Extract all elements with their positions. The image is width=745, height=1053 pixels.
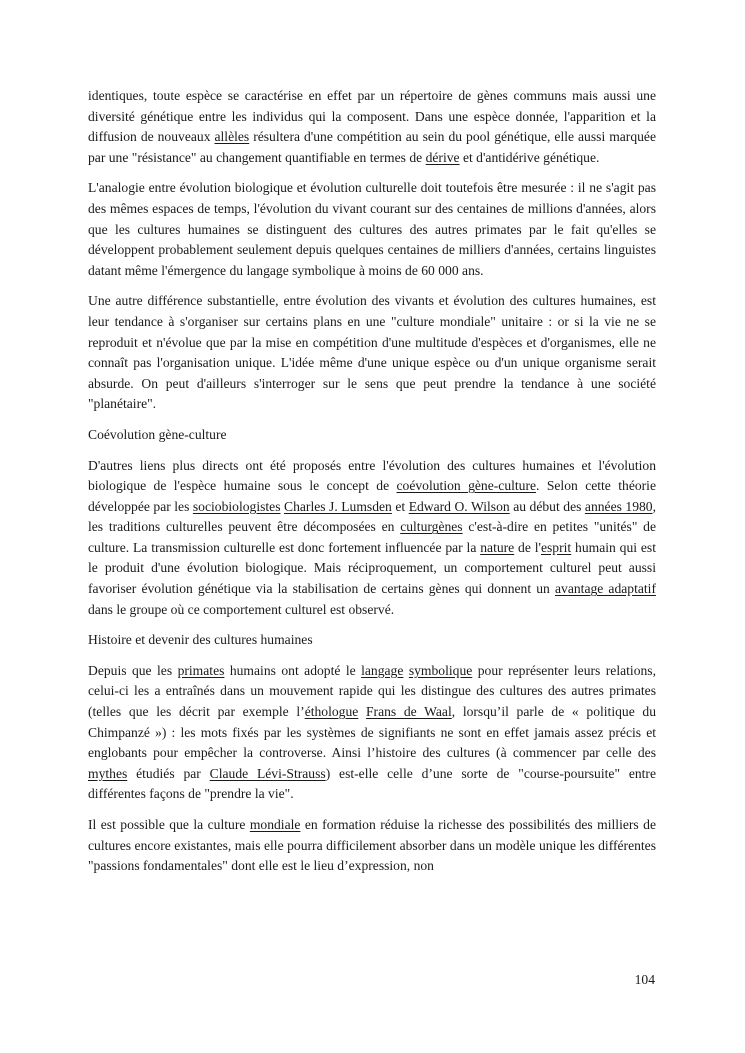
link-charles-lumsden[interactable]: Charles J. Lumsden — [284, 498, 392, 514]
document-page — [88, 86, 656, 887]
link-coevolution-gene-culture[interactable]: coévolution gène-culture — [396, 478, 537, 494]
text-run: de l' — [514, 539, 541, 555]
text-run: et — [391, 498, 409, 514]
link-mondiale[interactable]: mondiale — [249, 817, 301, 832]
text-run: , lorsqu’il parle de « politique du Chimpanzé ») : les mots fixés par les systèmes de signifiants ne sont en effet jamais assez précis et englobants pour empêcher la controverse. Ainsi l’histoire des cultures (à commencer par celle des — [88, 704, 656, 761]
page-number: 104 — [634, 972, 655, 987]
paragraph-analogy: L'analogie entre évolution biologique et évolution culturelle doit toutefois être mesurée : il ne s'agit pas des mêmes espaces de temps, l'évolution du vivant courant sur des centaines de millions d'années, alors que les cultures humaines se distinguent des cultures des autres primates par le fait qu'elles se développent probablement seulement depuis quelques centaines de milliers d'années, certains linguistes datant même l'émergence du langage symbolique à moins de 60 000 ans. — [88, 180, 656, 278]
text-run: c'est-à-dire en petites "unités" de culture. La transmission culturelle est donc fortement influencée par la — [88, 519, 656, 555]
link-symbolique[interactable]: symbolique — [408, 662, 473, 678]
link-annees-1980[interactable]: années 1980 — [584, 498, 653, 514]
link-edward-wilson[interactable]: Edward O. Wilson — [408, 498, 510, 514]
text-run: au début des — [509, 498, 585, 514]
text-run: D'autres liens plus directs ont été proposés entre l'évolution des cultures humaines et l'évolution biologique de l'espèce humaine sous le concept de — [88, 457, 656, 494]
link-derive[interactable]: dérive — [425, 149, 460, 165]
text-run: , les traditions culturelles peuvent être décomposées en — [88, 498, 656, 535]
text-run: ) est-elle celle d’une sorte de "course-poursuite" entre différentes façons de "prendre la vie". — [88, 765, 656, 802]
paragraph-difference: Une autre différence substantielle, entre évolution des vivants et évolution des cultures humaines, est leur tendance à s'organiser sur certains plans en une "culture mondiale" unitaire : or si la vie ne se reproduit et n'évolue que par la mise en compétition d'une multitude d'espèces et d'organismes, elle ne connaît pas l'organisation unique. L'idée même d'une unique espèce ou d'un unique organisme serait absurde. On peut d'ailleurs s'interroger sur le sens que peut prendre la tendance à une société "planétaire". — [88, 293, 656, 412]
link-esprit[interactable]: esprit — [540, 539, 572, 555]
link-primates[interactable]: primates — [177, 662, 225, 678]
text-run — [358, 704, 366, 719]
link-sociobiologistes[interactable]: sociobiologistes — [192, 498, 281, 514]
text-run: résultera d'une compétition au sein du pool génétique, elle aussi marquée par une "résistance" au changement quantifiable en termes de — [88, 129, 656, 165]
text-run: et d'antidérive génétique. — [459, 149, 600, 165]
link-claude-levi-strauss[interactable]: Claude Lévi-Strauss — [209, 765, 326, 781]
link-alleles[interactable]: allèles — [214, 129, 250, 145]
text-run: humains ont adopté le — [224, 662, 362, 678]
link-ethologue[interactable]: éthologue — [304, 704, 359, 720]
link-nature[interactable]: nature — [480, 539, 515, 555]
paragraph-genetic-diversity — [88, 86, 656, 168]
text-run: identiques, toute espèce se caractérise en effet par un répertoire de gènes communs mais aussi une diversité génétique entre les individus qui la composent. Dans une espèce donnée, l'apparition et la diffusion de nouveaux — [88, 88, 656, 145]
heading-histoire: Histoire et devenir des cultures humaines — [88, 632, 313, 648]
text-run: . Selon cette théorie développée par les — [88, 478, 656, 514]
text-run: Depuis que les — [88, 662, 178, 678]
text-run: humain qui est le produit d'une évolution biologique. Mais réciproquement, un comportement culturel peut aussi favoriser évolution génétique via la stabilisation de certains gènes qui donnent un — [88, 539, 657, 597]
text-run: étudiés par — [127, 765, 210, 781]
text-run: pour représenter leurs relations, celui-ci les a entraînés dans un mouvement rapide qui les distingue des cultures des autres primates (telles que les décrit par exemple l’ — [88, 662, 656, 720]
heading-coevolution: Coévolution gène-culture — [88, 426, 227, 442]
paragraph-histoire — [88, 661, 656, 805]
text-run: Il est possible que la culture — [88, 817, 250, 832]
paragraph-coevolution — [88, 456, 656, 621]
text-run: en formation réduise la richesse des possibilités des milliers de cultures encore existantes, mais elle pourra difficilement absorber dans un modèle unique les différentes "passions fondamentales" dont elle est le lieu d’expression, non — [88, 817, 656, 874]
link-frans-de-waal[interactable]: Frans de Waal — [365, 704, 452, 720]
link-langage[interactable]: langage — [361, 662, 404, 678]
link-avantage-adaptatif[interactable]: avantage adaptatif — [555, 581, 656, 597]
link-culturgenes[interactable]: culturgènes — [400, 519, 463, 535]
paragraph-mondiale — [88, 815, 656, 877]
link-mythes[interactable]: mythes — [88, 765, 128, 781]
text-run: dans le groupe où ce comportement culturel est observé. — [88, 601, 395, 617]
